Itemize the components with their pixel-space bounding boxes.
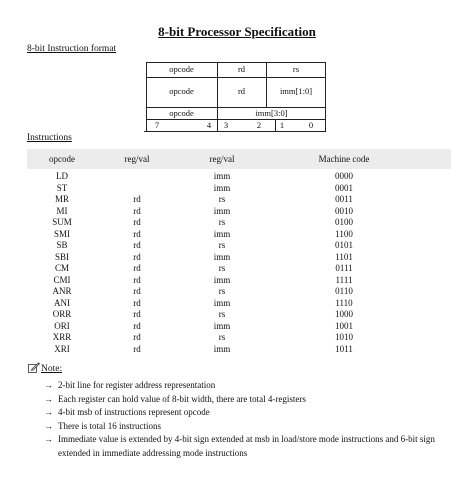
bit-number: 3 <box>223 120 229 130</box>
instruction-opcode: ORI <box>54 320 70 331</box>
instruction-machine-code: 0010 <box>335 205 353 216</box>
instruction-machine-code: 1001 <box>335 320 353 331</box>
pencil-icon <box>28 362 40 373</box>
note-text: 2-bit line for register address representation <box>58 380 216 390</box>
format-cell-opcode: opcode <box>169 64 194 74</box>
instruction-machine-code: 0101 <box>335 240 353 250</box>
instruction-reg-val-1: rd <box>133 251 141 262</box>
instruction-reg-val-2: imm <box>213 182 231 193</box>
note-list <box>44 379 459 460</box>
format-cell-rd: rd <box>237 64 246 74</box>
arrow-right-icon: → <box>44 393 53 404</box>
instruction-machine-code: 1111 <box>335 274 353 285</box>
format-cell-opcode: opcode <box>169 86 194 96</box>
instruction-opcode: ANR <box>52 286 72 296</box>
note-text: 4-bit msb of instructions represent opcode <box>58 407 210 417</box>
instruction-machine-code: 0011 <box>335 194 353 204</box>
note-heading <box>28 362 62 374</box>
arrow-right-icon: → <box>44 380 53 390</box>
column-header-reg-val-2: reg/val <box>209 154 235 164</box>
instruction-reg-val-2: rs <box>218 309 226 319</box>
instruction-opcode: XRR <box>52 332 72 342</box>
instruction-opcode: CM <box>54 263 70 273</box>
instruction-reg-val-2: imm <box>213 251 231 262</box>
table-row <box>27 252 451 264</box>
bit-number: 2 <box>256 120 262 130</box>
format-cell-rs: rs <box>292 64 300 74</box>
note-item <box>44 420 459 434</box>
instructions-table-body <box>27 171 451 355</box>
instruction-reg-val-1: rd <box>133 343 141 354</box>
instruction-machine-code: 1101 <box>335 251 353 262</box>
instruction-opcode: SBI <box>54 251 70 262</box>
instruction-opcode: MR <box>54 194 70 204</box>
instructions-heading: Instructions <box>27 133 72 143</box>
instruction-format-diagram <box>146 62 326 132</box>
instruction-opcode: CMI <box>53 274 71 285</box>
bit-number: 1 <box>279 120 285 130</box>
format-line <box>146 119 326 120</box>
instruction-machine-code: 1011 <box>335 343 353 354</box>
instruction-reg-val-2: rs <box>218 332 226 342</box>
instruction-reg-val-1: rd <box>133 320 141 331</box>
format-line <box>146 62 326 63</box>
instruction-machine-code: 0001 <box>335 182 353 193</box>
table-row <box>27 171 451 183</box>
instruction-reg-val-2: rs <box>218 263 226 273</box>
instruction-reg-val-2: imm <box>213 205 231 216</box>
format-line <box>275 119 276 132</box>
table-row <box>27 229 451 241</box>
instruction-reg-val-2: rs <box>218 217 226 227</box>
instruction-reg-val-2: rs <box>218 240 226 250</box>
table-row <box>27 344 451 356</box>
table-row <box>27 194 451 206</box>
table-row <box>27 183 451 195</box>
arrow-right-icon: → <box>44 420 53 431</box>
column-header-reg-val-1: reg/val <box>124 154 150 164</box>
table-row <box>27 240 451 252</box>
page-title: 8-bit Processor Specification <box>158 24 316 39</box>
instruction-machine-code: 1010 <box>335 332 353 342</box>
note-label: Note: <box>41 364 63 374</box>
instruction-reg-val-1: rd <box>133 274 141 285</box>
instruction-opcode: SMI <box>53 228 71 239</box>
instruction-reg-val-2: imm <box>213 343 231 354</box>
note-text: There is total 16 instructions <box>58 420 161 431</box>
instruction-machine-code: 1100 <box>335 228 353 239</box>
instruction-reg-val-2: imm <box>213 320 231 331</box>
format-cell-rd: rd <box>237 86 246 96</box>
instruction-reg-val-2: imm <box>213 297 231 308</box>
instruction-reg-val-2: imm <box>213 171 231 181</box>
instruction-reg-val-1: rd <box>133 297 141 308</box>
arrow-right-icon: → <box>44 434 53 444</box>
instruction-reg-val-1: rd <box>133 205 141 216</box>
table-row <box>27 206 451 218</box>
instruction-reg-val-2: rs <box>218 194 226 204</box>
bit-number: 0 <box>308 120 314 130</box>
instruction-machine-code: 0000 <box>335 171 353 181</box>
instruction-opcode: ANI <box>54 297 70 308</box>
note-item <box>44 393 459 407</box>
table-row <box>27 263 451 275</box>
instruction-machine-code: 0110 <box>335 286 353 296</box>
instruction-reg-val-2: rs <box>218 286 226 296</box>
instruction-reg-val-2: imm <box>213 274 231 285</box>
column-header-opcode: opcode <box>49 154 75 164</box>
note-item <box>44 406 459 420</box>
format-line <box>144 131 326 132</box>
format-cell-imm: imm[1:0] <box>279 86 313 96</box>
table-row <box>27 309 451 321</box>
table-row <box>27 286 451 298</box>
instruction-opcode: MI <box>56 205 68 216</box>
note-text: Each register can hold value of 8-bit width, there are total 4-registers <box>58 393 306 404</box>
note-item <box>44 379 459 393</box>
instruction-machine-code: 0111 <box>335 263 353 273</box>
instruction-reg-val-2: imm <box>213 228 231 239</box>
instruction-machine-code: 1110 <box>335 297 353 308</box>
column-header-machine-code: Machine code <box>318 154 370 164</box>
instruction-reg-val-1: rd <box>133 228 141 239</box>
instruction-reg-val-1: rd <box>133 309 141 319</box>
note-text: Immediate value is extended by 4-bit sign extended at msb in load/store mode instructions and 6-bit sign extended in immediate addressing mode instructions <box>58 434 435 458</box>
arrow-right-icon: → <box>44 407 53 417</box>
instruction-machine-code: 0100 <box>335 217 353 227</box>
table-row <box>27 217 451 229</box>
instruction-machine-code: 1000 <box>335 309 353 319</box>
instruction-opcode: LD <box>56 171 68 181</box>
table-row <box>27 321 451 333</box>
bit-number: 7 <box>154 120 160 130</box>
instruction-opcode: SB <box>56 240 68 250</box>
format-cell-opcode: opcode <box>169 108 194 118</box>
table-row <box>27 275 451 287</box>
instruction-opcode: XRI <box>54 343 70 354</box>
table-row <box>27 332 451 344</box>
instruction-opcode: ORR <box>52 309 72 319</box>
instructions-table-header <box>27 149 451 169</box>
note-item <box>44 433 459 460</box>
instruction-reg-val-1: rd <box>133 332 141 342</box>
format-cell-imm: imm[3:0] <box>255 108 288 118</box>
instruction-reg-val-1: rd <box>133 217 141 227</box>
instruction-reg-val-1: rd <box>133 194 141 204</box>
instruction-opcode: ST <box>56 182 68 193</box>
instruction-reg-val-1: rd <box>133 240 141 250</box>
format-line <box>146 77 326 78</box>
instruction-reg-val-1: rd <box>133 263 141 273</box>
instruction-opcode: SUM <box>52 217 72 227</box>
instruction-reg-val-1: rd <box>133 286 141 296</box>
instruction-format-heading: 8-bit Instruction format <box>27 44 117 54</box>
bit-number: 4 <box>206 120 212 130</box>
table-row <box>27 298 451 310</box>
